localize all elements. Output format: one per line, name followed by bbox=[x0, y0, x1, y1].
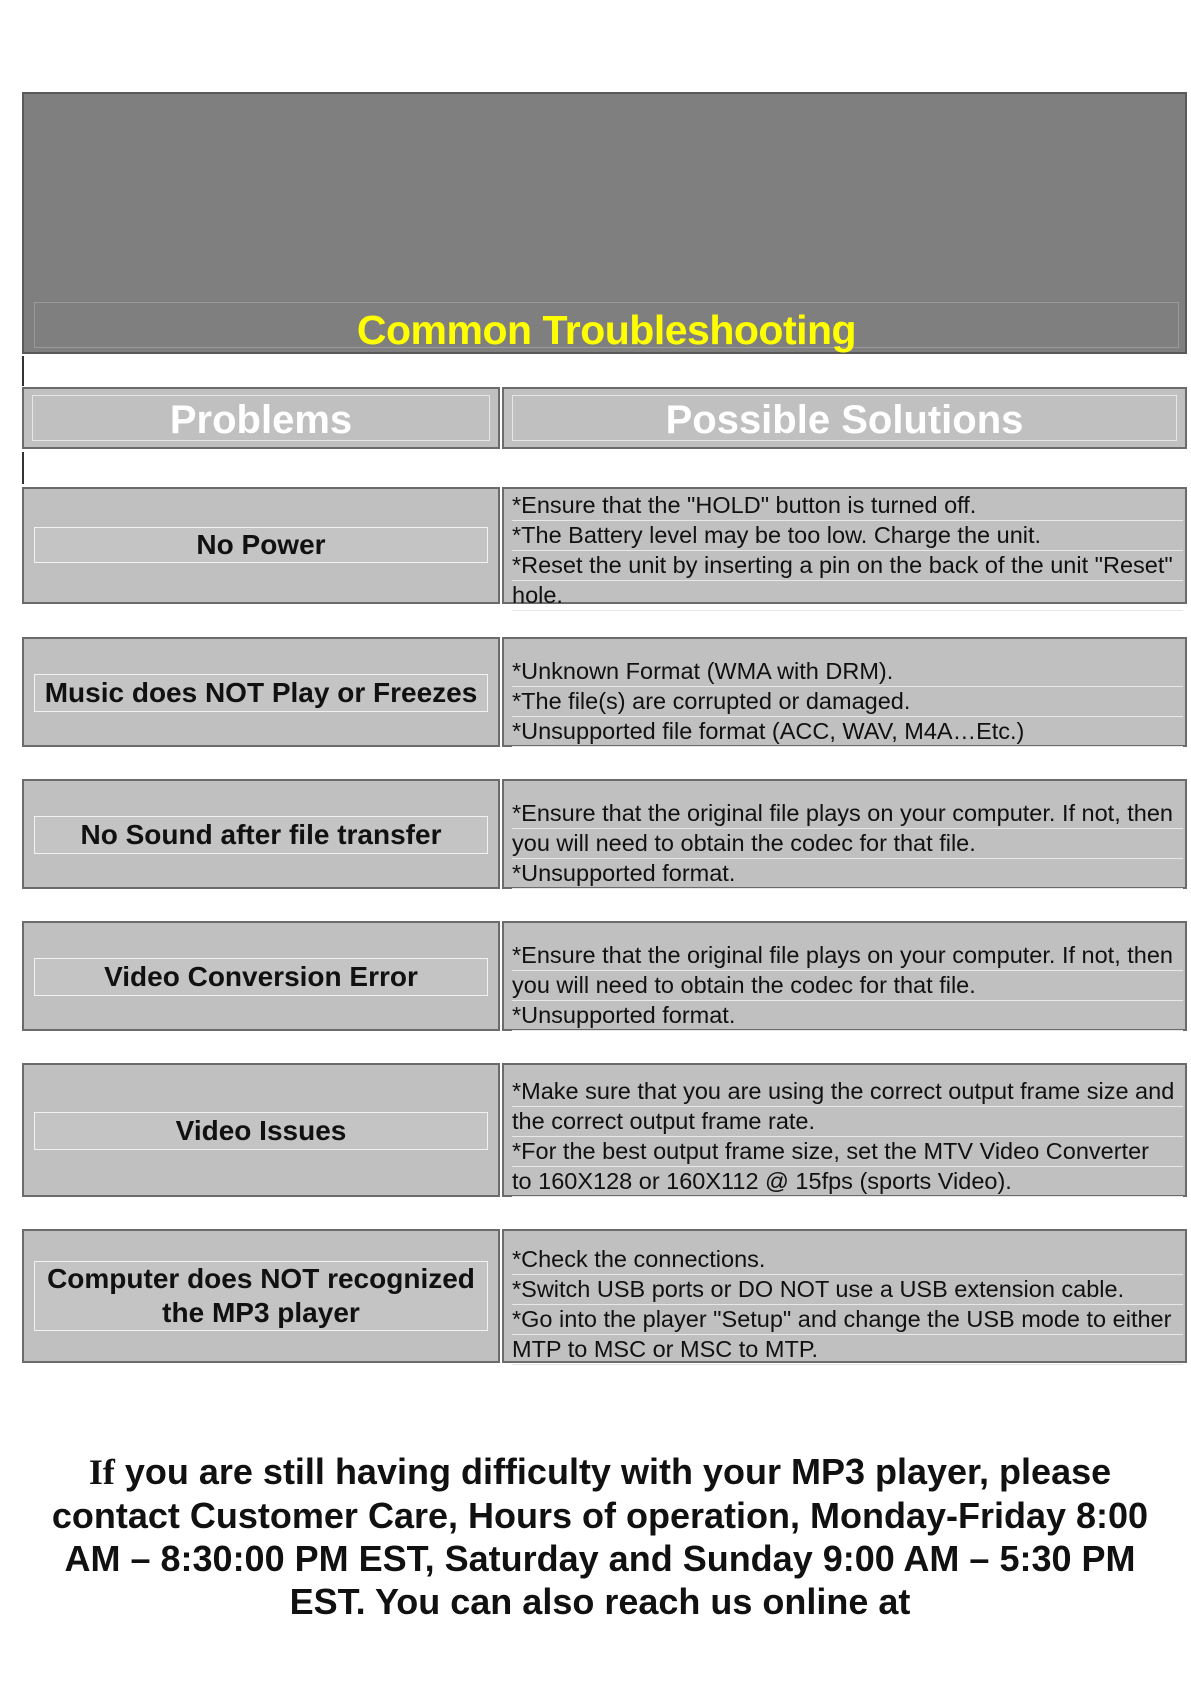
problem-cell bbox=[22, 637, 500, 747]
solution-text bbox=[512, 1245, 1183, 1365]
table-header bbox=[22, 387, 1187, 449]
solution-text bbox=[512, 1077, 1183, 1197]
solution-line: *Go into the player "Setup" and change the USB mode to either bbox=[512, 1305, 1183, 1335]
solution-line: *Switch USB ports or DO NOT use a USB extension cable. bbox=[512, 1275, 1183, 1305]
solution-line: hole. bbox=[512, 581, 1183, 611]
divider bbox=[22, 356, 24, 386]
header-problems: Problems bbox=[169, 398, 353, 442]
problem-label: Music does NOT Play or Freezes bbox=[34, 674, 488, 712]
table-row bbox=[22, 637, 1187, 747]
title-banner bbox=[22, 92, 1187, 354]
header-solutions-cell bbox=[502, 387, 1187, 449]
table-row bbox=[22, 1229, 1187, 1363]
problem-label: No Power bbox=[34, 527, 488, 563]
solution-cell bbox=[502, 921, 1187, 1031]
solution-line: MTP to MSC or MSC to MTP. bbox=[512, 1335, 1183, 1365]
problem-label: No Sound after file transfer bbox=[34, 816, 488, 854]
solution-cell bbox=[502, 487, 1187, 608]
solution-line: *Ensure that the original file plays on your computer. If not, then bbox=[512, 941, 1183, 971]
solution-line: *Reset the unit by inserting a pin on the back of the unit "Reset" bbox=[512, 551, 1183, 581]
footer-text: you are still having difficulty with your MP3 player, please contact Customer Care, Hours of operation, Monday-Friday 8:00 AM – 8:30:00 PM EST, Saturday and Sunday 9:00 AM – 5:30 PM EST. You can also reach us online at bbox=[51, 1451, 1149, 1622]
solution-cell bbox=[502, 779, 1187, 889]
problem-cell bbox=[22, 1063, 500, 1197]
solution-line: to 160X128 or 160X112 @ 15fps (sports Video). bbox=[512, 1167, 1183, 1197]
solution-line: *For the best output frame size, set the MTV Video Converter bbox=[512, 1137, 1183, 1167]
solution-line: *Ensure that the "HOLD" button is turned off. bbox=[512, 491, 1183, 521]
problem-cell bbox=[22, 921, 500, 1031]
solution-line: you will need to obtain the codec for that file. bbox=[512, 971, 1183, 1001]
solution-line: the correct output frame rate. bbox=[512, 1107, 1183, 1137]
solution-line: *Check the connections. bbox=[512, 1245, 1183, 1275]
solution-cell bbox=[502, 1063, 1187, 1197]
problem-label-line: Computer does NOT recognized bbox=[47, 1263, 475, 1294]
solution-line: *The file(s) are corrupted or damaged. bbox=[512, 687, 1183, 717]
solution-line: *Unsupported format. bbox=[512, 859, 1183, 889]
solution-line: *Unsupported format. bbox=[512, 1001, 1183, 1031]
solution-line: *Make sure that you are using the correct output frame size and bbox=[512, 1077, 1183, 1107]
solution-line: *Ensure that the original file plays on your computer. If not, then bbox=[512, 799, 1183, 829]
problem-cell bbox=[22, 487, 500, 604]
customer-care-note bbox=[40, 1450, 1160, 1623]
table-row bbox=[22, 1063, 1187, 1197]
solution-cell bbox=[502, 637, 1187, 747]
table-row bbox=[22, 779, 1187, 889]
problem-label: Video Issues bbox=[34, 1112, 488, 1150]
solution-text bbox=[512, 657, 1183, 747]
page-title: Common Troubleshooting bbox=[356, 307, 857, 353]
solution-text bbox=[512, 941, 1183, 1031]
table-row bbox=[22, 921, 1187, 1031]
problem-label bbox=[34, 1261, 488, 1331]
problem-label-line: the MP3 player bbox=[162, 1297, 360, 1328]
solution-line: *Unsupported file format (ACC, WAV, M4A…Etc.) bbox=[512, 717, 1183, 747]
table-row bbox=[22, 487, 1187, 608]
solution-cell bbox=[502, 1229, 1187, 1363]
header-solutions: Possible Solutions bbox=[665, 398, 1024, 442]
solution-text bbox=[512, 491, 1183, 611]
footer-if: If bbox=[88, 1452, 115, 1492]
problem-cell bbox=[22, 779, 500, 889]
problem-label: Video Conversion Error bbox=[34, 958, 488, 996]
divider bbox=[22, 452, 24, 484]
title-box bbox=[34, 302, 1179, 353]
header-problems-cell bbox=[22, 387, 500, 449]
solution-line: you will need to obtain the codec for that file. bbox=[512, 829, 1183, 859]
problem-cell bbox=[22, 1229, 500, 1363]
solution-text bbox=[512, 799, 1183, 889]
solution-line: *The Battery level may be too low. Charge the unit. bbox=[512, 521, 1183, 551]
solution-line: *Unknown Format (WMA with DRM). bbox=[512, 657, 1183, 687]
